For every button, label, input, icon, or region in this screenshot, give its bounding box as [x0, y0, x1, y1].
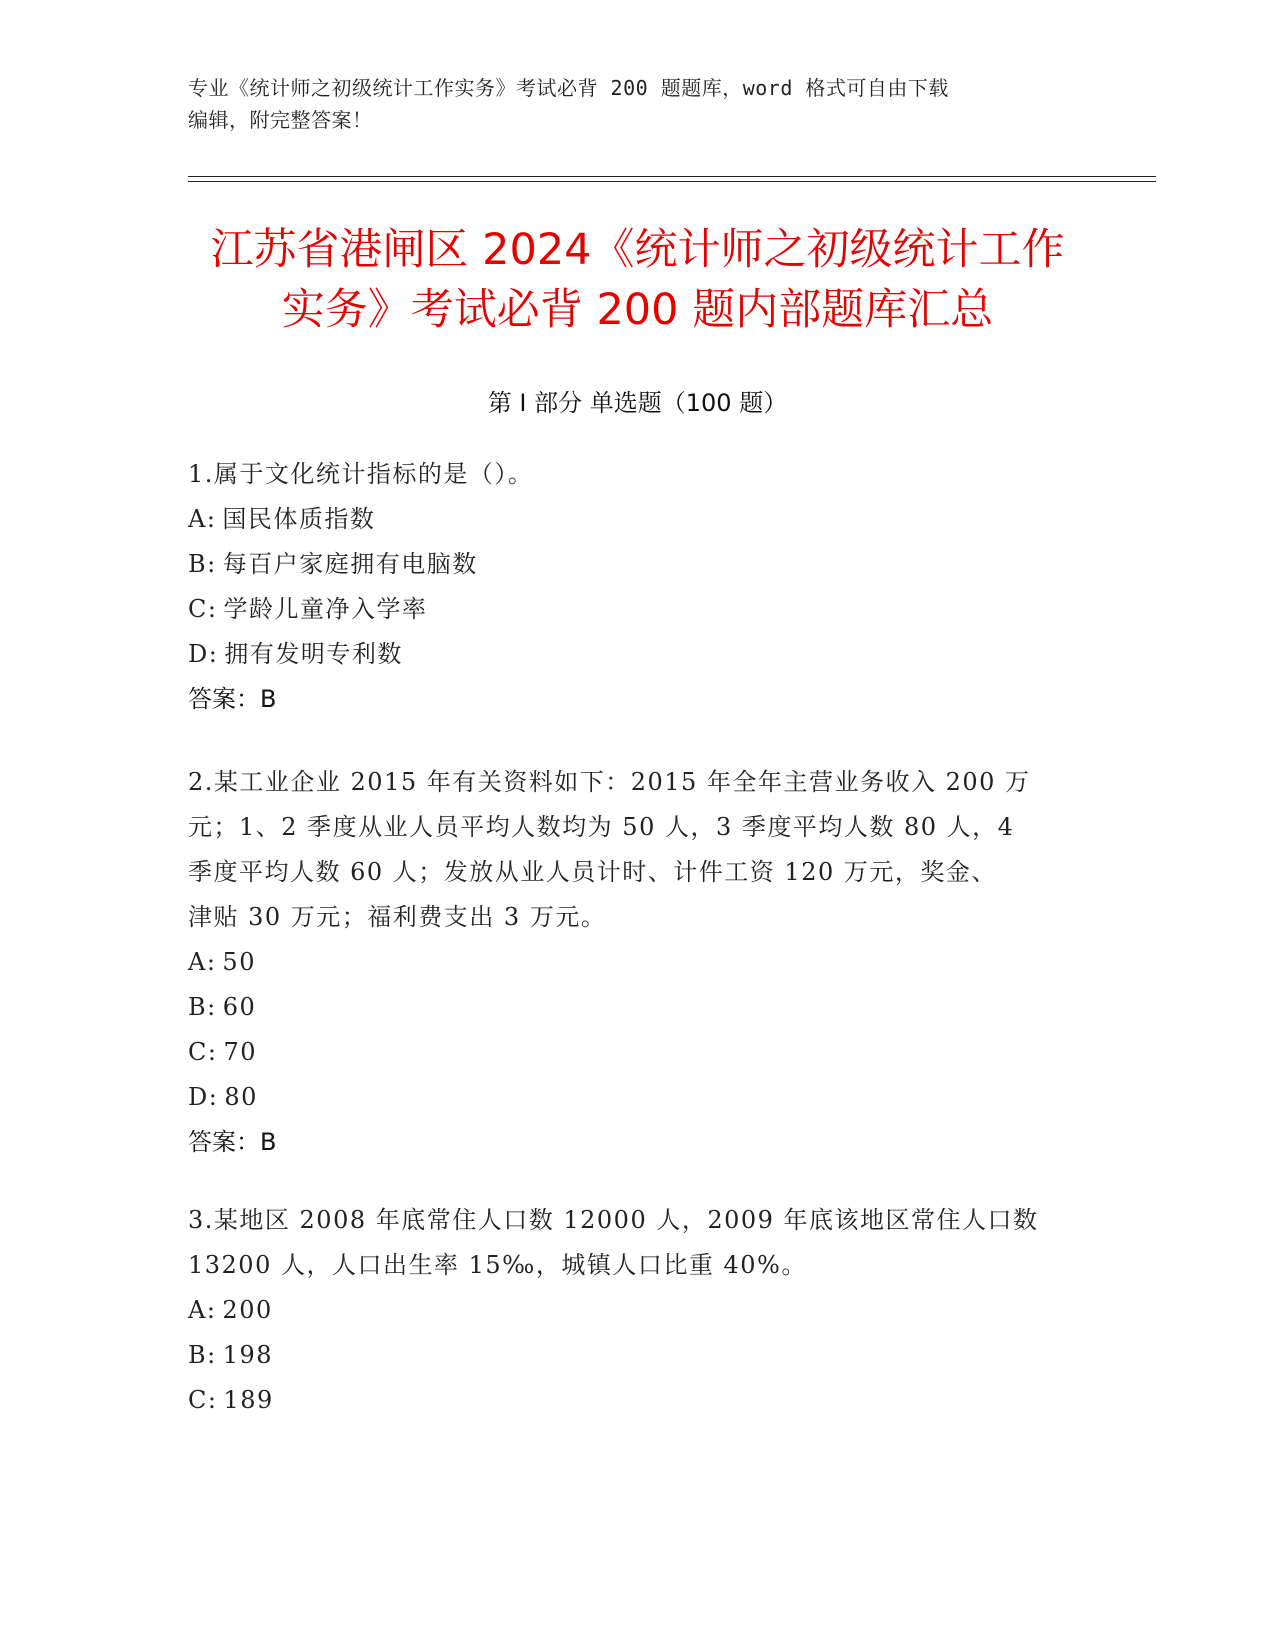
- option-letter: D:: [188, 640, 219, 668]
- option-letter: B:: [188, 550, 217, 578]
- option-text: 189: [223, 1386, 274, 1414]
- option-letter: A:: [188, 1296, 217, 1324]
- option-text: 80: [224, 1083, 258, 1111]
- header-divider-bottom: [188, 181, 1156, 182]
- header-line-1: 专业《统计师之初级统计工作实务》考试必背 200 题题库，word 格式可自由下载: [188, 76, 949, 100]
- option-text: 拥有发明专利数: [224, 640, 403, 668]
- answer-line: 答案：B: [188, 1128, 277, 1156]
- option-text: 70: [223, 1038, 257, 1066]
- option-b: [188, 1333, 1088, 1378]
- option-letter: C:: [188, 1386, 218, 1414]
- header-divider-top: [188, 176, 1156, 177]
- option-letter: C:: [188, 595, 218, 623]
- option-c: [188, 1378, 1088, 1423]
- question-text-line: 元；1、2 季度从业人员平均人数均为 50 人，3 季度平均人数 80 人，4: [188, 813, 1015, 841]
- option-letter: B:: [188, 1341, 217, 1369]
- option-b: [188, 542, 1088, 587]
- option-text: 每百户家庭拥有电脑数: [222, 550, 478, 578]
- option-letter: B:: [188, 993, 217, 1021]
- option-letter: A:: [188, 505, 217, 533]
- question-text-line: 13200 人，人口出生率 15‰，城镇人口比重 40%。: [188, 1251, 807, 1279]
- question-text-line: 2.某工业企业 2015 年有关资料如下：2015 年全年主营业务收入 200 万: [188, 768, 1031, 796]
- question-text: 1.属于文化统计指标的是（）。: [188, 460, 534, 488]
- option-a: [188, 940, 1088, 985]
- option-c: [188, 587, 1088, 632]
- title-line-2: 实务》考试必背 200 题内部题库汇总: [281, 285, 994, 335]
- question-1: [188, 452, 1088, 722]
- question-text-line: 津贴 30 万元；福利费支出 3 万元。: [188, 903, 607, 931]
- option-text: 60: [222, 993, 257, 1021]
- question-text-line: 3.某地区 2008 年底常住人口数 12000 人，2009 年底该地区常住人口数: [188, 1206, 1039, 1234]
- option-letter: D:: [188, 1083, 219, 1111]
- option-text: 200: [222, 1296, 273, 1324]
- option-letter: A:: [188, 948, 217, 976]
- question-3: [188, 1198, 1088, 1423]
- option-letter: C:: [188, 1038, 218, 1066]
- question-text-line: 季度平均人数 60 人；发放从业人员计时、计件工资 120 万元，奖金、: [188, 858, 997, 886]
- answer-line: 答案：B: [188, 685, 277, 713]
- option-a: [188, 497, 1088, 542]
- option-text: 国民体质指数: [222, 505, 376, 533]
- option-d: [188, 632, 1088, 677]
- document-title: [150, 220, 1125, 340]
- option-text: 学龄儿童净入学率: [223, 595, 428, 623]
- document-header: [188, 72, 1088, 136]
- question-2: [188, 760, 1088, 1165]
- section-heading: 第 I 部分 单选题（100 题）: [487, 389, 788, 417]
- title-line-1: 江苏省港闸区 2024《统计师之初级统计工作: [210, 225, 1065, 275]
- option-d: [188, 1075, 1088, 1120]
- option-c: [188, 1030, 1088, 1075]
- option-text: 198: [222, 1341, 274, 1369]
- option-a: [188, 1288, 1088, 1333]
- header-line-2: 编辑，附完整答案！: [188, 108, 373, 132]
- option-text: 50: [222, 948, 256, 976]
- option-b: [188, 985, 1088, 1030]
